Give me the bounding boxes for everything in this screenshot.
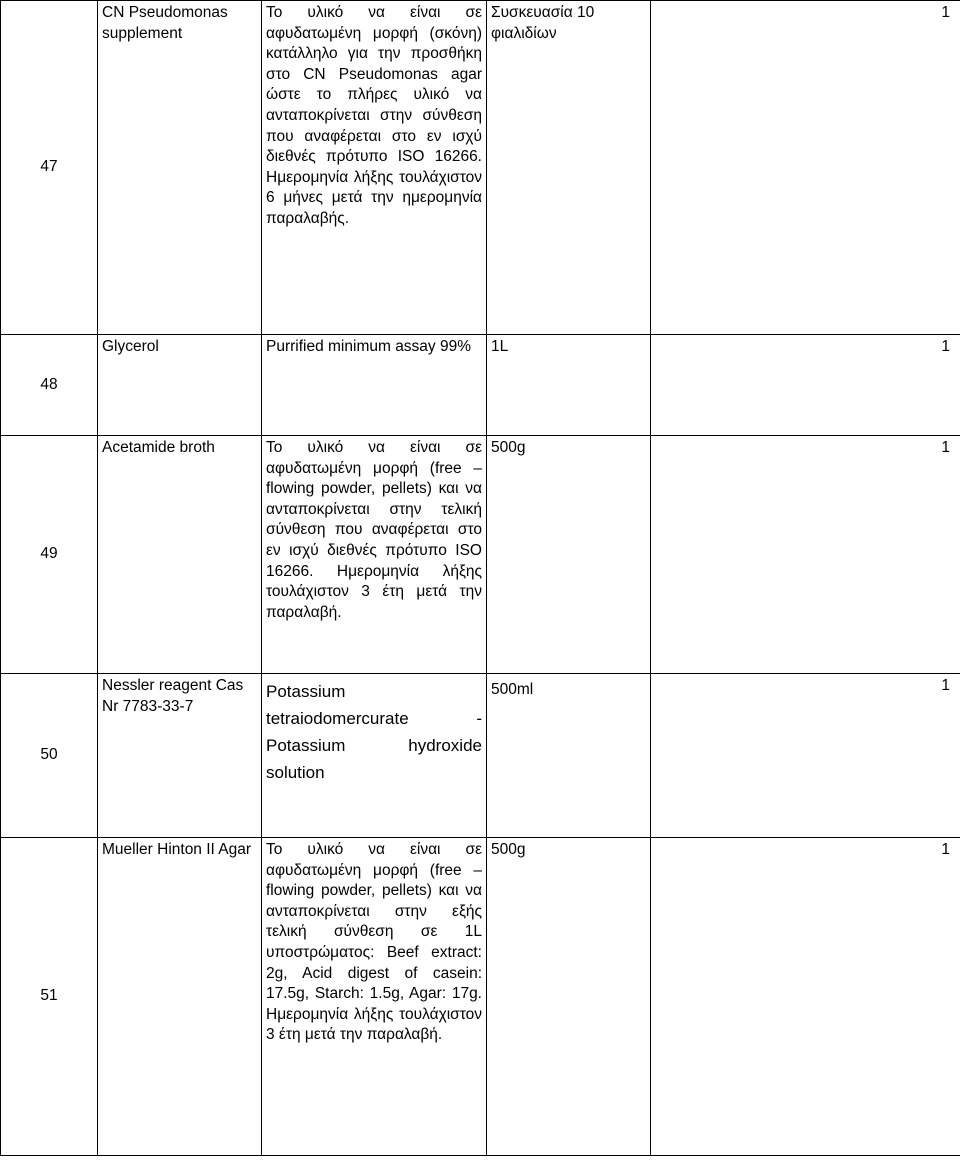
item-quantity: 1 <box>651 335 960 436</box>
table-row <box>1 436 960 674</box>
item-description: Potassium tetraiodomercurate - Potassium hydroxide solution <box>262 674 487 838</box>
item-description: Purrified minimum assay 99% <box>262 335 487 436</box>
item-name: Glycerol <box>98 335 262 436</box>
item-number: 50 <box>1 674 98 838</box>
table-row <box>1 1 960 335</box>
item-quantity: 1 <box>651 436 960 674</box>
table-row <box>1 674 960 838</box>
item-name: Mueller Hinton II Agar <box>98 838 262 1156</box>
item-description: Το υλικό να είναι σε αφυδατωμένη μορφή (free – flowing powder, pellets) και να ανταποκρίνεται στην τελική σύνθεση που αναφέρεται στο εν ισχύ διεθνές πρότυπο ISO 16266. Ημερομηνία λήξης τουλάχιστον 3 έτη μετά την παραλαβή. <box>262 436 487 674</box>
item-name: Nessler reagent Cas Nr 7783-33-7 <box>98 674 262 838</box>
item-number: 51 <box>1 838 98 1156</box>
item-package: 1L <box>487 335 651 436</box>
item-quantity: 1 <box>651 1 960 335</box>
item-package: 500g <box>487 436 651 674</box>
table-row <box>1 838 960 1156</box>
item-package: Συσκευασία 10 φιαλιδίων <box>487 1 651 335</box>
item-description: Το υλικό να είναι σε αφυδατωμένη μορφή (free – flowing powder, pellets) και να ανταποκρίνεται στην εξής τελική σύνθεση σε 1L υποστρώματος: Beef extract: 2g, Acid digest of casein: 17.5g, Starch: 1.5g, Agar: 17g. Ημερομηνία λήξης τουλάχιστον 3 έτη μετά την παραλαβή. <box>262 838 487 1156</box>
item-name: CN Pseudomonas supplement <box>98 1 262 335</box>
item-description: Το υλικό να είναι σε αφυδατωμένη μορφή (σκόνη) κατάλληλο για την προσθήκη στο CN Pseudomonas agar ώστε το πλήρες υλικό να ανταποκρίνεται στην σύνθεση που αναφέρεται στο εν ισχύ διεθνές πρότυπο ISO 16266. Ημερομηνία λήξης τουλάχιστον 6 μήνες μετά την ημερομηνία παραλαβής. <box>262 1 487 335</box>
item-quantity: 1 <box>651 674 960 838</box>
item-number: 47 <box>1 1 98 335</box>
item-number: 49 <box>1 436 98 674</box>
item-quantity: 1 <box>651 838 960 1156</box>
item-package: 500g <box>487 838 651 1156</box>
item-number: 48 <box>1 335 98 436</box>
item-package: 500ml <box>487 674 651 838</box>
item-name: Acetamide broth <box>98 436 262 674</box>
table-row <box>1 335 960 436</box>
